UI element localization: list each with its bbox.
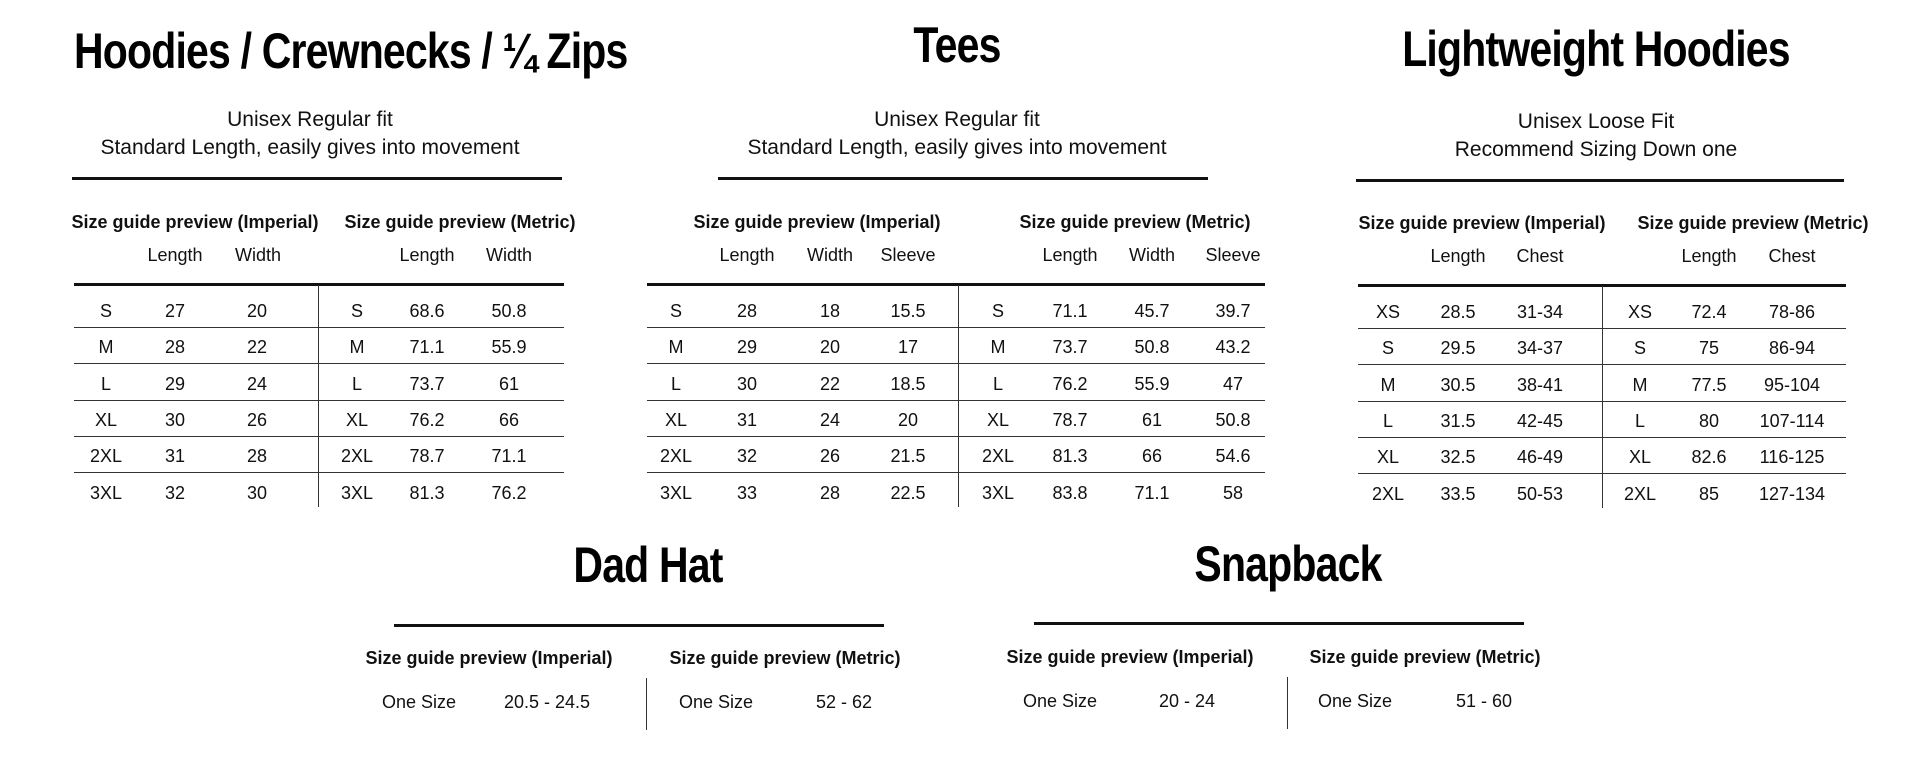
lightweight-imperial-cell: 33.5: [1440, 483, 1476, 504]
tees-note: Standard Length, easily gives into movement: [747, 136, 1167, 159]
lightweight-fit: Unisex Loose Fit: [1517, 110, 1675, 133]
dadhat-title: Dad Hat: [573, 537, 723, 593]
tees-metric-cell: 76.2: [1052, 373, 1088, 394]
snapback-divider-vertical: [1287, 677, 1288, 729]
dadhat-metric-value: 52 - 62: [815, 692, 873, 712]
lightweight-row-rule: [1358, 437, 1846, 438]
snapback-title: Snapback: [1194, 536, 1382, 592]
hoodies-imperial-cell: L: [100, 373, 112, 394]
hoodies-imperial-cell: 31: [164, 446, 186, 467]
tees-metric-cell: 83.8: [1052, 482, 1088, 503]
hoodies-table-top-rule: [74, 283, 564, 286]
tees-metric-cell: 43.2: [1215, 337, 1251, 358]
lightweight-imperial-cell: 34-37: [1516, 338, 1564, 359]
lightweight-metric-cell: 77.5: [1691, 374, 1727, 395]
lightweight-imperial-cell: 46-49: [1516, 447, 1564, 468]
hoodies-metric-cell: 76.2: [409, 409, 445, 430]
hoodies-imperial-cell: S: [99, 301, 113, 321]
lightweight-table-divider: [1602, 286, 1603, 508]
lightweight-metric-header: Size guide preview (Metric): [1637, 213, 1869, 233]
tees-imperial-cell: 33: [736, 482, 758, 503]
tees-metric-cell: 2XL: [981, 446, 1015, 467]
tees-imperial-cell: 31: [736, 409, 758, 430]
tees-imperial-cell: 21.5: [890, 446, 926, 467]
tees-metric-cell: 3XL: [981, 482, 1015, 503]
tees-metric-cell: 58: [1222, 482, 1244, 503]
lightweight-imp-col-length: Length: [1430, 246, 1486, 266]
lightweight-metric-cell: 86-94: [1768, 338, 1816, 359]
hoodies-row-rule: [74, 400, 564, 401]
lightweight-imperial-cell: 42-45: [1516, 410, 1564, 431]
tees-imp-col-length: Length: [719, 245, 775, 265]
tees-imperial-cell: S: [669, 301, 683, 321]
hoodies-metric-cell: 2XL: [340, 446, 374, 467]
lightweight-imperial-cell: L: [1382, 410, 1394, 431]
hoodies-imperial-cell: 27: [164, 301, 186, 321]
tees-metric-cell: 73.7: [1052, 337, 1088, 358]
hoodies-imperial-cell: 30: [246, 482, 268, 503]
tees-imperial-cell: 18: [819, 301, 841, 321]
tees-imperial-cell: 28: [819, 482, 841, 503]
tees-imperial-cell: 17: [897, 337, 919, 358]
tees-metric-cell: 45.7: [1134, 301, 1170, 321]
tees-metric-cell: 50.8: [1215, 409, 1251, 430]
hoodies-metric-cell: 78.7: [409, 446, 445, 467]
snapback-metric-value: 51 - 60: [1455, 691, 1513, 711]
hoodies-met-col-length: Length: [399, 245, 455, 265]
tees-imperial-header: Size guide preview (Imperial): [693, 212, 941, 232]
tees-table-divider: [958, 285, 959, 507]
tees-metric-cell: S: [991, 301, 1005, 321]
hoodies-title: Hoodies / Crewnecks / ¼ Zips: [74, 23, 628, 79]
tees-imperial-cell: 22.5: [890, 482, 926, 503]
lightweight-metric-cell: XL: [1628, 447, 1652, 468]
hoodies-metric-cell: 73.7: [409, 373, 445, 394]
lightweight-imperial-cell: 30.5: [1440, 374, 1476, 395]
lightweight-imperial-cell: M: [1380, 374, 1396, 395]
lightweight-imperial-cell: 2XL: [1371, 483, 1405, 504]
lightweight-imperial-cell: 32.5: [1440, 447, 1476, 468]
lightweight-metric-cell: 82.6: [1691, 447, 1727, 468]
tees-imperial-cell: 2XL: [659, 446, 693, 467]
tees-table-top-rule: [647, 283, 1265, 286]
tees-imperial-cell: 15.5: [890, 301, 926, 321]
hoodies-imp-col-width: Width: [234, 245, 281, 265]
lightweight-imp-col-chest: Chest: [1516, 246, 1564, 266]
hoodies-metric-cell: M: [349, 337, 365, 358]
hoodies-imperial-cell: M: [98, 337, 114, 358]
snapback-imperial-value: 20 - 24: [1158, 691, 1216, 711]
tees-metric-cell: L: [992, 373, 1004, 394]
lightweight-row-rule: [1358, 364, 1846, 365]
tees-imperial-cell: 32: [736, 446, 758, 467]
lightweight-title: Lightweight Hoodies: [1402, 21, 1790, 77]
hoodies-imperial-cell: 28: [164, 337, 186, 358]
hoodies-metric-cell: 55.9: [491, 337, 527, 358]
lightweight-metric-cell: 80: [1698, 410, 1720, 431]
lightweight-imperial-cell: XS: [1375, 302, 1401, 322]
hoodies-imperial-cell: 26: [246, 409, 268, 430]
hoodies-imperial-cell: 29: [164, 373, 186, 394]
hoodies-metric-cell: S: [350, 301, 364, 321]
hoodies-imperial-header: Size guide preview (Imperial): [71, 212, 319, 232]
snapback-metric-size: One Size: [1317, 691, 1393, 711]
lightweight-metric-cell: 2XL: [1623, 483, 1657, 504]
hoodies-metric-cell: 68.6: [409, 301, 445, 321]
lightweight-metric-cell: 95-104: [1763, 374, 1821, 395]
tees-metric-cell: 78.7: [1052, 409, 1088, 430]
tees-row-rule: [647, 327, 1265, 328]
hoodies-row-rule: [74, 472, 564, 473]
hoodies-metric-cell: 76.2: [491, 482, 527, 503]
hoodies-metric-cell: 71.1: [491, 446, 527, 467]
tees-imperial-cell: L: [670, 373, 682, 394]
hoodies-imperial-cell: 32: [164, 482, 186, 503]
lightweight-metric-cell: L: [1634, 410, 1646, 431]
tees-title: Tees: [913, 17, 1001, 73]
tees-fit: Unisex Regular fit: [874, 108, 1040, 131]
lightweight-metric-cell: 75: [1698, 338, 1720, 359]
snapback-imperial-header: Size guide preview (Imperial): [1006, 647, 1254, 667]
hoodies-imperial-cell: 2XL: [89, 446, 123, 467]
hoodies-imperial-cell: 30: [164, 409, 186, 430]
hoodies-metric-cell: 81.3: [409, 482, 445, 503]
tees-divider: [718, 177, 1208, 180]
tees-imperial-cell: 26: [819, 446, 841, 467]
lightweight-metric-cell: 127-134: [1758, 483, 1826, 504]
snapback-divider: [1034, 622, 1524, 625]
tees-row-rule: [647, 400, 1265, 401]
lightweight-metric-cell: S: [1633, 338, 1647, 359]
tees-met-col-sleeve: Sleeve: [1205, 245, 1261, 265]
hoodies-row-rule: [74, 363, 564, 364]
tees-metric-cell: 81.3: [1052, 446, 1088, 467]
lightweight-metric-cell: M: [1632, 374, 1648, 395]
tees-metric-cell: 66: [1141, 446, 1163, 467]
lightweight-imperial-cell: 29.5: [1440, 338, 1476, 359]
snapback-imperial-size: One Size: [1022, 691, 1098, 711]
tees-imperial-cell: 30: [736, 373, 758, 394]
tees-metric-cell: 71.1: [1134, 482, 1170, 503]
dadhat-divider-vertical: [646, 678, 647, 730]
lightweight-imperial-cell: 31-34: [1516, 302, 1564, 322]
lightweight-metric-cell: XS: [1627, 302, 1653, 322]
lightweight-row-rule: [1358, 328, 1846, 329]
hoodies-met-col-width: Width: [485, 245, 532, 265]
tees-row-rule: [647, 363, 1265, 364]
tees-metric-cell: 61: [1141, 409, 1163, 430]
hoodies-metric-cell: XL: [345, 409, 369, 430]
lightweight-met-col-chest: Chest: [1768, 246, 1816, 266]
hoodies-note: Standard Length, easily gives into movement: [100, 136, 520, 159]
lightweight-row-rule: [1358, 473, 1846, 474]
lightweight-imperial-cell: 31.5: [1440, 410, 1476, 431]
tees-metric-cell: 54.6: [1215, 446, 1251, 467]
tees-imperial-cell: 28: [736, 301, 758, 321]
tees-row-rule: [647, 436, 1265, 437]
tees-metric-cell: 47: [1222, 373, 1244, 394]
tees-metric-cell: 39.7: [1215, 301, 1251, 321]
tees-imperial-cell: 3XL: [659, 482, 693, 503]
lightweight-divider: [1356, 179, 1844, 182]
hoodies-metric-header: Size guide preview (Metric): [344, 212, 576, 232]
tees-imperial-cell: 18.5: [890, 373, 926, 394]
hoodies-imperial-cell: 24: [246, 373, 268, 394]
lightweight-imperial-cell: 50-53: [1516, 483, 1564, 504]
hoodies-metric-cell: 50.8: [491, 301, 527, 321]
dadhat-imperial-value: 20.5 - 24.5: [503, 692, 591, 712]
tees-row-rule: [647, 472, 1265, 473]
lightweight-note: Recommend Sizing Down one: [1454, 138, 1738, 161]
tees-imperial-cell: M: [668, 337, 684, 358]
lightweight-met-col-length: Length: [1681, 246, 1737, 266]
lightweight-row-rule: [1358, 401, 1846, 402]
hoodies-divider: [72, 177, 562, 180]
snapback-metric-header: Size guide preview (Metric): [1309, 647, 1541, 667]
dadhat-imperial-size: One Size: [381, 692, 457, 712]
hoodies-imperial-cell: 22: [246, 337, 268, 358]
tees-imperial-cell: 22: [819, 373, 841, 394]
tees-imperial-cell: 20: [819, 337, 841, 358]
tees-met-col-width: Width: [1128, 245, 1175, 265]
tees-imperial-cell: 29: [736, 337, 758, 358]
hoodies-imperial-cell: 3XL: [89, 482, 123, 503]
hoodies-row-rule: [74, 327, 564, 328]
tees-met-col-length: Length: [1042, 245, 1098, 265]
dadhat-divider: [394, 624, 884, 627]
dadhat-metric-header: Size guide preview (Metric): [669, 648, 901, 668]
dadhat-metric-size: One Size: [678, 692, 754, 712]
lightweight-metric-cell: 85: [1698, 483, 1720, 504]
hoodies-imperial-cell: 20: [246, 301, 268, 321]
tees-imp-col-sleeve: Sleeve: [880, 245, 936, 265]
tees-imperial-cell: 24: [819, 409, 841, 430]
hoodies-fit: Unisex Regular fit: [227, 108, 393, 131]
tees-metric-cell: 71.1: [1052, 301, 1088, 321]
lightweight-metric-cell: 78-86: [1768, 302, 1816, 322]
lightweight-metric-cell: 107-114: [1759, 410, 1825, 431]
tees-metric-header: Size guide preview (Metric): [1019, 212, 1251, 232]
lightweight-imperial-cell: 28.5: [1440, 302, 1476, 322]
lightweight-metric-cell: 72.4: [1691, 302, 1727, 322]
tees-metric-cell: M: [990, 337, 1006, 358]
tees-imperial-cell: XL: [664, 409, 688, 430]
hoodies-row-rule: [74, 436, 564, 437]
lightweight-metric-cell: 116-125: [1759, 447, 1825, 468]
tees-imp-col-width: Width: [806, 245, 853, 265]
hoodies-imperial-cell: XL: [94, 409, 118, 430]
tees-metric-cell: 50.8: [1134, 337, 1170, 358]
lightweight-imperial-cell: 38-41: [1516, 374, 1564, 395]
lightweight-imperial-cell: S: [1381, 338, 1395, 359]
lightweight-imperial-header: Size guide preview (Imperial): [1358, 213, 1606, 233]
hoodies-metric-cell: L: [351, 373, 363, 394]
hoodies-table-divider: [318, 285, 319, 507]
dadhat-imperial-header: Size guide preview (Imperial): [365, 648, 613, 668]
hoodies-metric-cell: 66: [498, 409, 520, 430]
tees-metric-cell: 55.9: [1134, 373, 1170, 394]
hoodies-metric-cell: 3XL: [340, 482, 374, 503]
lightweight-imperial-cell: XL: [1376, 447, 1400, 468]
hoodies-metric-cell: 61: [498, 373, 520, 394]
hoodies-metric-cell: 71.1: [409, 337, 445, 358]
tees-imperial-cell: 20: [897, 409, 919, 430]
hoodies-imp-col-length: Length: [147, 245, 203, 265]
tees-metric-cell: XL: [986, 409, 1010, 430]
hoodies-imperial-cell: 28: [246, 446, 268, 467]
